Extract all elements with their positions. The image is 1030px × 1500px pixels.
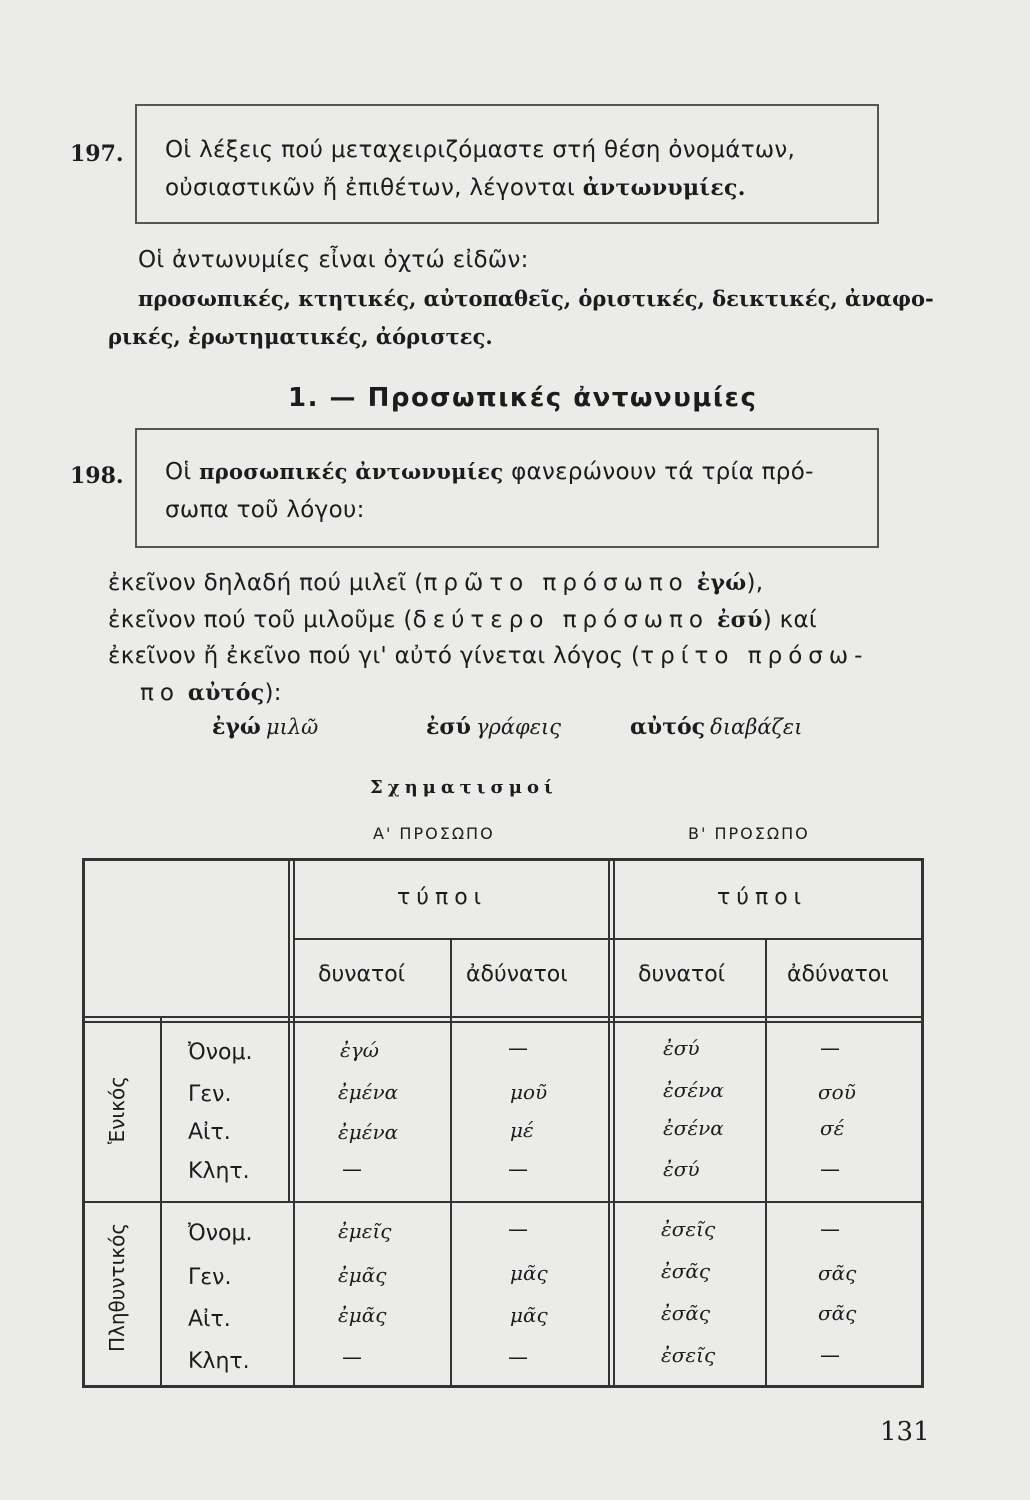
example-verb: μιλῶ [265, 715, 319, 739]
cell-b-strong: ἐσεῖς [661, 1343, 716, 1367]
table-left-rule [82, 858, 85, 1388]
pronoun-esy: ἐσύ [708, 607, 763, 633]
cell-a-weak: μοῦ [510, 1080, 548, 1104]
cell-b-weak: — [820, 1217, 840, 1241]
kinds-list-line-2: ρικές, ἐρωτηματικές, ἀόριστες. [108, 324, 493, 349]
p198-text-c: φανερώνουν τά τρία πρό- [503, 459, 814, 485]
forms-title: Σχηματισμοί [370, 777, 558, 798]
table-row-rule [293, 938, 921, 940]
cell-b-weak: — [820, 1036, 840, 1060]
cell-a-strong: ἐμεῖς [338, 1219, 392, 1243]
term-personal-pronouns: προσωπικές ἀντωνυμίες [199, 459, 504, 484]
cell-b-weak: — [820, 1157, 840, 1181]
definition-line-2 [165, 175, 746, 201]
table-col-rule [160, 1018, 162, 1388]
table-right-rule [921, 858, 924, 1388]
case-label: Κλητ. [188, 1159, 250, 1184]
example-verb: γράφεις [475, 715, 561, 739]
pronoun-aftos: αὐτός [179, 680, 265, 706]
table-col-rule [288, 858, 290, 1202]
table-col-rule [450, 940, 452, 1388]
third-person-label: τρίτο πρόσω- [640, 643, 869, 669]
example-1 [212, 714, 318, 740]
table-row-rule [82, 1016, 924, 1018]
cell-a-strong: — [342, 1157, 362, 1181]
case-label: Κλητ. [188, 1349, 250, 1374]
cell-a-weak: — [508, 1217, 528, 1241]
cell-b-weak: σέ [820, 1116, 845, 1140]
weak-header-2: ἀδύνατοι [787, 962, 889, 987]
p198-line-2: σωπα τοῦ λόγου: [165, 497, 365, 523]
page-number: 131 [880, 1417, 930, 1447]
persons-text: ἐκεῖνον πού τοῦ μιλοῦμε ( [108, 607, 413, 633]
case-label: Αἰτ. [188, 1120, 231, 1145]
cell-a-weak: — [508, 1157, 528, 1181]
table-bottom-rule [82, 1385, 924, 1388]
cell-b-strong: ἐσᾶς [661, 1259, 711, 1283]
cell-a-weak: μέ [510, 1118, 534, 1142]
example-pronoun: ἐσύ [426, 714, 471, 740]
cell-a-weak: μᾶς [510, 1303, 548, 1327]
singular-label: Ἑνικός [105, 1076, 129, 1144]
cell-b-weak: — [820, 1343, 840, 1367]
persons-line-1 [108, 570, 763, 596]
persons-line-2 [108, 607, 817, 633]
cell-a-strong: — [342, 1345, 362, 1369]
persons-text: ), [746, 570, 764, 596]
cell-b-strong: ἐσύ [663, 1036, 700, 1060]
paragraph-number-198: 198. [70, 463, 124, 489]
persons-text: ) καί [762, 607, 817, 633]
strong-header-2: δυνατοί [638, 962, 726, 987]
case-label: Γεν. [188, 1265, 232, 1290]
first-person-heading: Α' ΠΡΟΣΩΠΟ [373, 824, 495, 843]
table-top-rule [82, 858, 924, 861]
cell-b-weak: σᾶς [818, 1301, 857, 1325]
types-header-1: τύποι [397, 885, 488, 910]
strong-header-1: δυνατοί [318, 962, 406, 987]
cell-b-strong: ἐσεῖς [661, 1217, 716, 1241]
persons-line-4 [140, 680, 282, 706]
example-2 [426, 714, 561, 740]
definition-text: οὐσιαστικῶν ἤ ἐπιθέτων, λέγονται [165, 175, 583, 201]
section-title: 1. — Προσωπικές ἀντωνυμίες [288, 383, 758, 413]
cell-a-strong: ἐμένα [338, 1120, 399, 1144]
weak-header-1: ἀδύνατοι [466, 962, 568, 987]
cell-a-weak: μᾶς [510, 1261, 548, 1285]
cell-a-strong: ἐγώ [340, 1038, 379, 1062]
plural-label: Πληθυντικός [105, 1222, 129, 1352]
table-row-rule [82, 1021, 924, 1023]
second-person-heading: Β' ΠΡΟΣΩΠΟ [688, 824, 810, 843]
p198-text-a: Οἱ [165, 459, 200, 485]
cell-b-strong: ἐσένα [663, 1116, 724, 1140]
first-person-label: πρῶτο πρόσωπο [423, 570, 689, 596]
rule-box-197 [135, 104, 879, 224]
persons-text: ): [264, 680, 282, 706]
types-header-2: τύποι [717, 885, 808, 910]
persons-line-3 [108, 643, 868, 669]
case-label: Αἰτ. [188, 1307, 231, 1332]
cell-a-strong: ἐμᾶς [338, 1263, 387, 1287]
kinds-intro: Οἱ ἀντωνυμίες εἶναι ὀχτώ εἰδῶν: [138, 247, 529, 273]
example-pronoun: αὐτός [630, 714, 706, 740]
kinds-list-line-1: προσωπικές, κτητικές, αὐτοπαθεῖς, ὁριστικές, δεικτικές, ἀναφο- [138, 286, 934, 311]
cell-b-strong: ἐσᾶς [661, 1301, 711, 1325]
cell-b-strong: ἐσένα [663, 1078, 724, 1102]
rule-box-198 [135, 428, 879, 548]
third-person-label-end: πο [140, 680, 180, 706]
persons-text: ἐκεῖνον ἤ ἐκεῖνο πού γι' αὐτό γίνεται λόγος ( [108, 643, 641, 669]
cell-b-weak: σοῦ [818, 1080, 856, 1104]
persons-text: ἐκεῖνον δηλαδή πού μιλεῖ ( [108, 570, 424, 596]
cell-b-weak: σᾶς [818, 1261, 857, 1285]
case-label: Ὀνομ. [188, 1221, 253, 1246]
table-row-rule [82, 1201, 924, 1203]
second-person-label: δεύτερο πρόσωπο [412, 607, 709, 633]
cell-a-strong: ἐμᾶς [338, 1303, 387, 1327]
term-pronouns: ἀντωνυμίες. [582, 175, 746, 201]
example-verb: διαβάζει [710, 715, 803, 739]
case-label: Ὀνομ. [188, 1040, 253, 1065]
case-label: Γεν. [188, 1082, 232, 1107]
example-3 [630, 714, 802, 740]
paragraph-number-197: 197. [70, 141, 124, 167]
cell-b-strong: ἐσύ [663, 1157, 700, 1181]
definition-line-1: Οἱ λέξεις πού μεταχειριζόμαστε στή θέση ὀνομάτων, [165, 137, 796, 163]
cell-a-weak: — [508, 1036, 528, 1060]
table-col-rule [765, 940, 767, 1388]
pronoun-ego: ἐγώ [688, 570, 747, 596]
example-pronoun: ἐγώ [212, 714, 261, 740]
p198-line-1 [165, 459, 814, 485]
cell-a-strong: ἐμένα [338, 1080, 399, 1104]
cell-a-weak: — [508, 1345, 528, 1369]
